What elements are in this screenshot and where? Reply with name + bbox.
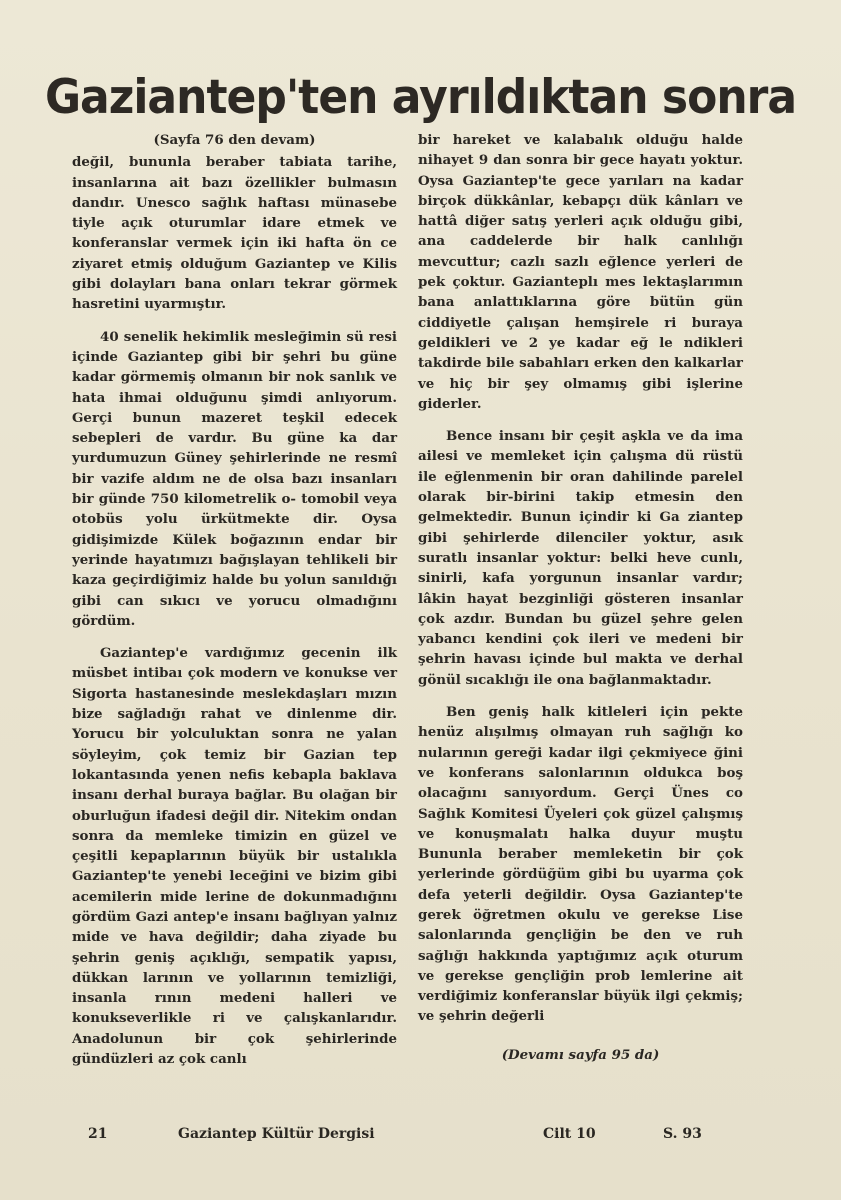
paragraph: 40 senelik hekimlik mesleğimin sü resi içinde Gaziantep gibi bir şehri bu güne kadar görmemiş olmanın bir nok sanlık ve hata ihmai olduğunu şimdi anlıyorum. Gerçi bunun mazeret teşkil edecek sebepleri de vardır. Bu güne ka dar yurdumuzun Güney şehirlerinde ne resmî bir vazife aldım ne de olsa bazı insanları bir günde 750 kilometrelik o- tomobil veya otobüs yolu ürkütmekte dir. Oysa gidişimizde Külek boğazının endar bir yerinde hayatımızı bağışlayan tehlikeli bir kaza geçirdiğimiz halde bu yolun sanıldığı gibi can sıkıcı ve yorucu olmadığını gördüm.	[72, 328, 397, 629]
magazine-name: Gaziantep Kültür Dergisi	[178, 1126, 375, 1142]
paragraph: değil, bununla beraber tabiata tarihe, insanlarına ait bazı özellikler bulmasın dandır. Unesco sağlık haftası münasebe tiyle açık oturumlar idare etmek ve konferanslar vermek için iki hafta ön ce ziyaret etmiş olduğum Gaziantep ve Kilis gibi dolayları bana onları tekrar görmek hasretini uyarmıştır.	[72, 154, 397, 313]
article-title: Gaziantep'ten ayrıldıktan sonra	[44, 69, 797, 126]
volume-label: Cilt 10	[543, 1126, 596, 1142]
paragraph: Gaziantep'e vardığımız gecenin ilk müsbet intibaı çok modern ve konukse ver Sigorta hastanesinde meslekdaşları mızın bize sağladığı rahat ve dinlenme dir. Yorucu bir yolculuktan sonra ne yalan söyleyim, çok temiz bir Gazian tep lokantasında yenen nefis kebapla baklava insanı derhal buraya bağlar. Bu olağan bir oburluğun ifadesi değil dir. Nitekim ondan sonra da memleke timizin en güzel ve çeşitli kepaplarının büyük bir ustalıkla Gaziantep'te yenebi leceğini ve bizim gibi acemilerin mide lerine de dokunmadığını gördüm Gazi antep'e insanı bağlıyan yalnız mide ve hava değildir; daha ziyade bu şehrin geniş açıklığı, sempatik yapısı, dükkan larının ve yollarının temizliği, insanla rının medeni halleri ve konukseverlikle ri ve çalışkanlarıdır. Anadolunun bir çok şehirlerinde gündüzleri az çok canlı	[72, 645, 397, 1068]
left-column	[72, 130, 397, 1069]
issue-label: S. 93	[663, 1126, 702, 1142]
right-column	[418, 130, 743, 1065]
paragraph: bir hareket ve kalabalık olduğu halde nihayet 9 dan sonra bir gece hayatı yoktur. Oysa Gaziantep'te gece yarıları na kadar birçok dükkânlar, kebapçı dük kânları ve hattâ diğer satış yerleri açık olduğu gibi, ana caddelerde bir halk canlılığı mevcuttur; cazlı sazlı eğlence yerleri de pek çoktur. Gazianteplı mes lektaşlarımın bana anlattıklarına göre bütün gün ciddiyetle çalışan hemşirele ri buraya geldikleri ve 2 ye kadar eğ le ndikleri takdirde bile sabahları erken den kalkarlar ve hiç bir şey olmamış gibi işlerine giderler.	[418, 132, 743, 412]
paragraph: Ben geniş halk kitleleri için pekte henüz alışılmış olmayan ruh sağlığı ko nularının gereği kadar ilgi çekmiyece ğini ve konferans salonlarının oldukca boş olacağını sanıyordum. Gerçi Ünes co Sağlık Komitesi Üyeleri çok güzel çalışmış ve konuşmalatı halka duyur muştu Bununla beraber memleketin bir çok yerlerinde gördüğüm gibi bu uyarma çok defa yeterli değildir. Oysa Gaziantep'te gerek öğretmen okulu ve gerekse Lise salonlarında gençliğin be den ve ruh sağlığı hakkında yaptığımız açık oturum ve gerekse gençliğin prob lemlerine ait verdiğimiz konferanslar büyük ilgi çekmiş; ve şehrin değerli	[418, 704, 743, 1025]
page-number: 21	[88, 1126, 108, 1142]
continued-from-note: (Sayfa 76 den devam)	[153, 132, 316, 148]
paragraph: Bence insanı bir çeşit aşkla ve da ima ailesi ve memleket için çalışma dü rüstü ile eğlenmenin bir oran dahilinde parelel olarak bir-birini takip etmesin den gelmektedir. Bunun içindir ki Ga ziantep gibi şehirlerde dilenciler yoktur, asık suratlı insanlar yoktur: belki heve cunlı, sinirli, kafa yorgunun insanlar vardır; lâkin hayat bezginliği gösteren insanlar çok azdır. Bundan bu güzel şehre gelen yabancı kendini çok ileri ve medeni bir şehrin havası içinde bul makta ve derhal gönül sıcaklığı ile ona bağlanmaktadır.	[418, 428, 743, 688]
page-footer	[0, 1126, 841, 1150]
continued-to-note: (Devamı sayfa 95 da)	[501, 1046, 660, 1063]
